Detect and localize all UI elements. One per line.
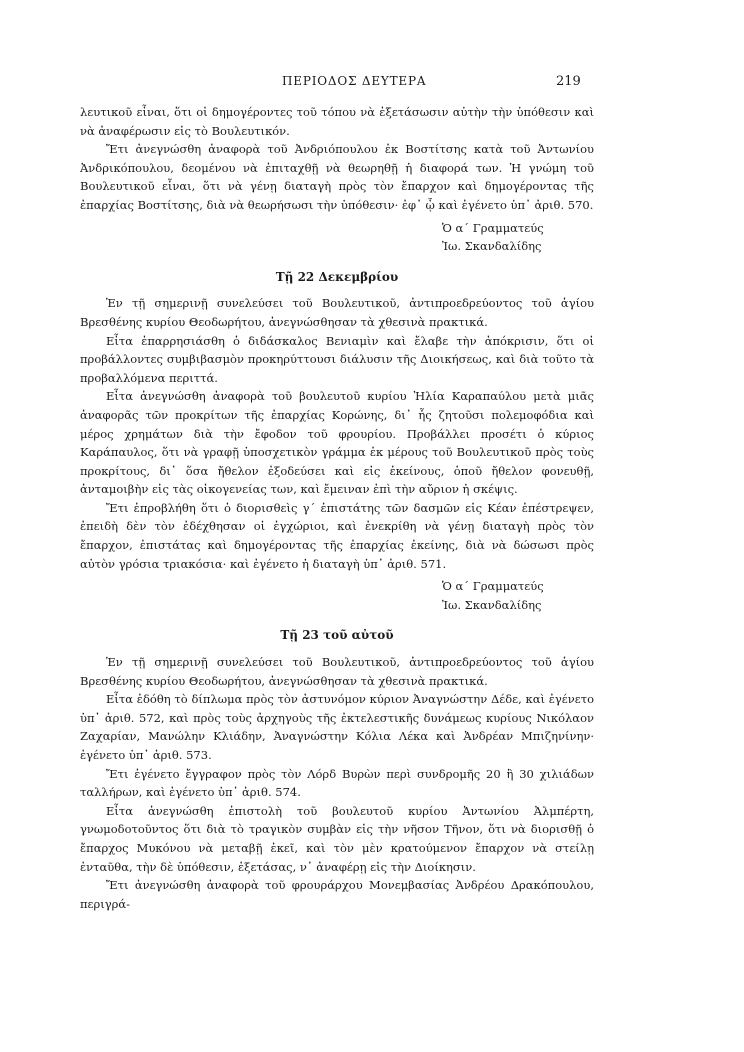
page-number: 219 (556, 74, 581, 89)
signature-block (442, 577, 594, 614)
body-text (80, 103, 594, 913)
date-heading: Τῇ 23 τοῦ αὐτοῦ (280, 628, 394, 643)
date-heading: Τῇ 22 Δεκεμβρίου (275, 269, 399, 284)
paragraph: Εἶτα ἀνεγνώσθη ἀναφορὰ τοῦ βουλευτοῦ κυρίου Ἠλία Καραπαύλου μετὰ μιᾶς ἀναφορᾶς τῶν προκρίτων τῆς ἐπαρχίας Κορώνης, δι᾽ ἧς ζητοῦσι πολεμοφόδια καὶ μέρος χρημάτων διὰ τὴν ἔφοδον τοῦ φρουρίου. Προβάλλει προσέτι ὁ κύριος Καράπαυλος, ὅτι νὰ γραφῇ ὑποσχετικὸν γράμμα ἐκ μέρους τοῦ Βουλευτικοῦ πρὸς τοὺς προκρίτους, δι᾽ ὅσα ἤθελον ἐξοδεύσει καὶ εἰς ἐκείνους, ὁποῦ ἤθελον φονευθῇ, ἀνταμοιβὴν εἰς τὰς οἰκογενείας των, καὶ ἔμειναν ἐπὶ τὴν αὔριον ἡ σκέψις. (80, 389, 594, 497)
paragraph: Ἔτι ἐπροβλήθη ὅτι ὁ διορισθεὶς γ´ ἐπιστάτης τῶν δασμῶν εἰς Κέαν ἐπέστρεψεν, ἐπειδὴ δὲν τὸν ἐδέχθησαν οἱ ἐγχώριοι, καὶ ἐνεκρίθη νὰ γένῃ διαταγὴ πρὸς τὸν ἔπαρχον, ἐπιστάτας καὶ δημογέροντας τῆς ἐπαρχίας ἐκείνης, διὰ νὰ δώσωσι πρὸς αὐτὸν γρόσια τριακόσια· καὶ ἐγένετο ἡ διαταγὴ ὑπ᾽ ἀριθ. 571. (80, 500, 594, 571)
signature-name: Ἰω. Σκανδαλίδης (442, 597, 542, 612)
signature-role: Ὁ α´ Γραμματεύς (442, 220, 544, 235)
paragraph: Εἶτα ἐπαρρησιάσθη ὁ διδάσκαλος Βενιαμὶν καὶ ἔλαβε τὴν ἀπόκρισιν, ὅτι οἱ προβάλλοντες συμβιβασμὸν προκηρύττουσι διάλυσιν τῆς Διοικήσεως, καὶ διὰ τοῦτο τὰ προβαλλόμενα περιττά. (80, 333, 594, 385)
paragraph: λευτικοῦ εἶναι, ὅτι οἱ δημογέροντες τοῦ τόπου νὰ ἐξετάσωσιν αὐτὴν τὴν ὑπόθεσιν καὶ νὰ ἀναφέρωσιν εἰς τὸ Βουλευτικόν. (80, 105, 594, 138)
paragraph: Εἶτα ἀνεγνώσθη ἐπιστολὴ τοῦ βουλευτοῦ κυρίου Ἀντωνίου Ἀλμπέρτη, γνωμοδοτοῦντος ὅτι διὰ τὸ τραγικὸν συμβὰν εἰς τὴν νῆσον Τῆνον, ὅτι νὰ διορισθῇ ὁ ἔπαρχος Μυκόνου νὰ μεταβῇ ἐκεῖ, καὶ τὸν μὲν κρατούμενον ἔπαρχον νὰ στείλῃ ἐνταῦθα, τὴν δὲ ὑπόθεσιν, ἐξετάσας, ν᾽ ἀναφέρῃ εἰς τὴν Διοίκησιν. (80, 803, 594, 874)
paragraph: Ἔτι ἀνεγνώσθη ἀναφορὰ τοῦ Ἀνδριόπουλου ἐκ Βοστίτσης κατὰ τοῦ Ἀντωνίου Ἀνδρικόπουλου, δεομένου νὰ ἐπιταχθῇ νὰ θεωρηθῇ ἡ διαφορά των. Ἡ γνώμη τοῦ Βουλευτικοῦ εἶναι, ὅτι νὰ γένῃ διαταγὴ πρὸς τὸν ἔπαρχον καὶ δημογέροντας τῆς ἐπαρχίας Βοστίτσης, διὰ νὰ θεωρήσωσι τὴν ὑπόθεσιν· ἐφ᾽ ᾧ καὶ ἐγένετο ὑπ᾽ ἀριθ. 570. (80, 142, 594, 212)
signature-name: Ἰω. Σκανδαλίδης (442, 239, 542, 254)
paragraph: Ἐν τῇ σημερινῇ συνελεύσει τοῦ Βουλευτικοῦ, ἀντιπροεδρεύοντος τοῦ ἁγίου Βρεσθένης κυρίου Θεοδωρήτου, ἀνεγνώσθησαν τὰ χθεσινὰ πρακτικά. (80, 296, 594, 329)
paragraph: Ἔτι ἀνεγνώσθη ἀναφορὰ τοῦ φρουράρχου Μονεμβασίας Ἀνδρέου Δρακόπουλου, περιγρά- (80, 878, 594, 911)
paragraph: Ἔτι ἐγένετο ἔγγραφον πρὸς τὸν Λόρδ Βυρὼν περὶ συνδρομῆς 20 ἢ 30 χιλιάδων ταλλήρων, καὶ ἐγένετο ὑπ᾽ ἀριθ. 574. (80, 766, 594, 800)
paragraph: Ἐν τῇ σημερινῇ συνελεύσει τοῦ Βουλευτικοῦ, ἀντιπροεδρεύοντος τοῦ ἁγίου Βρεσθένης κυρίου Θεοδωρήτου, ἀνεγνώσθησαν τὰ χθεσινὰ πρακτικά. (80, 655, 594, 688)
signature-role: Ὁ α´ Γραμματεύς (442, 579, 544, 594)
signature-block (442, 219, 594, 256)
running-title: ΠΕΡΙΟΔΟΣ ΔΕΥΤΕΡΑ (282, 74, 427, 88)
paragraph: Εἶτα ἐδόθη τὸ δίπλωμα πρὸς τὸν ἀστυνόμον κύριον Ἀναγνώστην Δέδε, καὶ ἐγένετο ὑπ᾽ ἀριθ. 572, καὶ πρὸς τοὺς ἀρχηγοὺς τῆς ἐκτελεστικῆς δυνάμεως κυρίους Νικόλαον Ζαχαρίαν, Μανώλην Κλιάδην, Ἀναγνώστην Κόλια Λέκα καὶ Ἀνδρέαν Μπιζηνίνην· ἐγένετο ὑπ᾽ ἀριθ. 573. (80, 692, 594, 762)
